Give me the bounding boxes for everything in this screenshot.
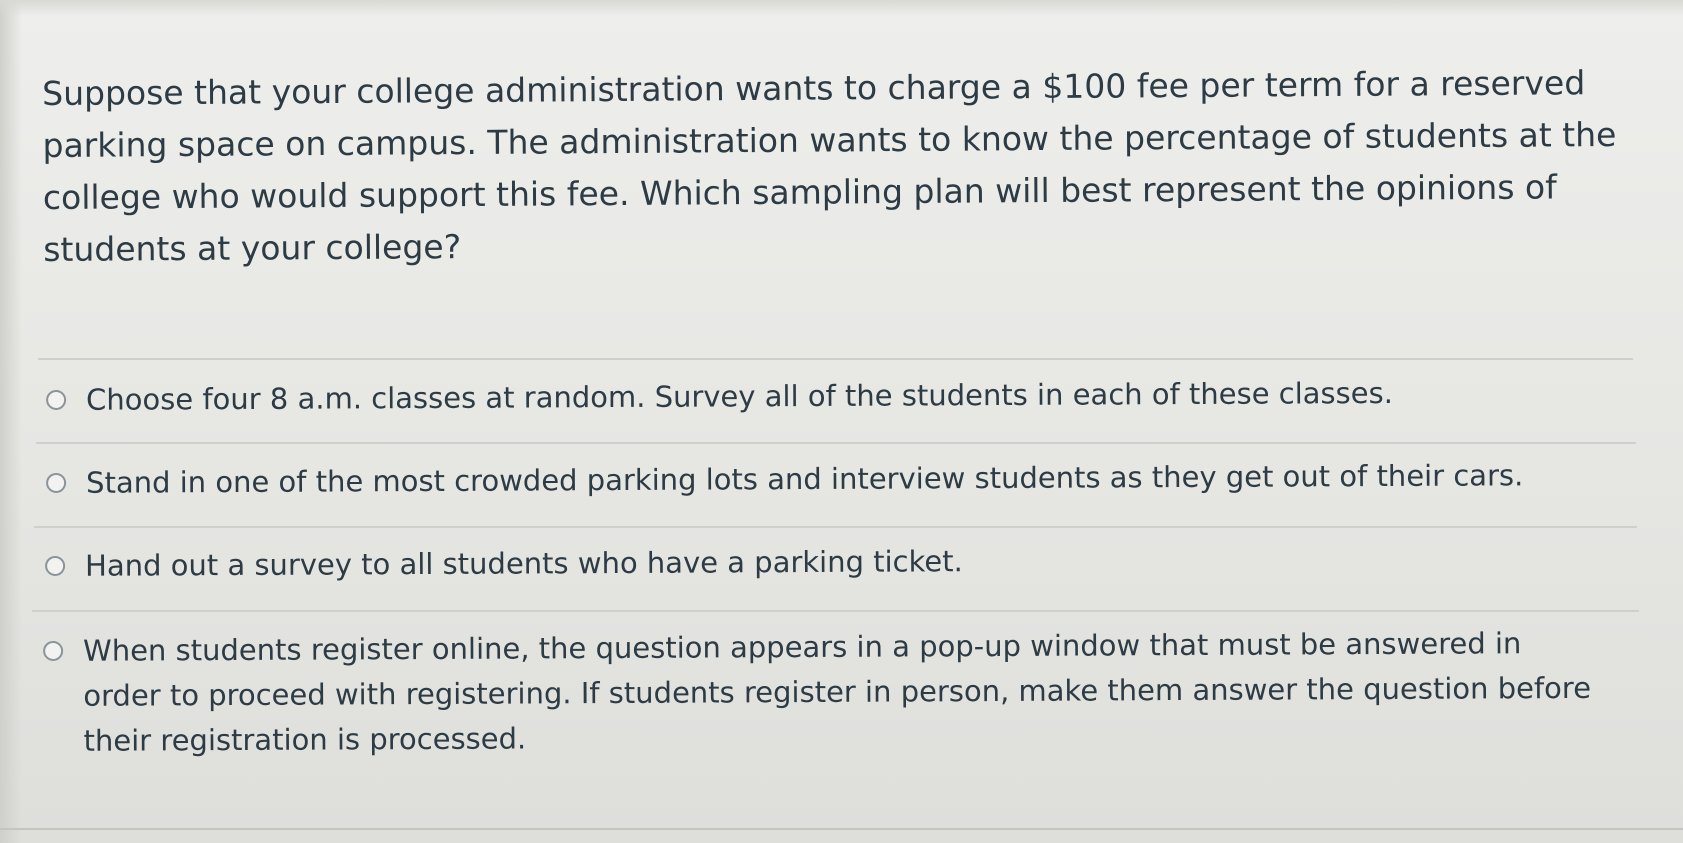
answer-option-3[interactable]	[45, 536, 1605, 589]
divider	[32, 610, 1639, 612]
answer-label: Stand in one of the most crowded parking lots and interview students as they get out of their cars.	[86, 458, 1524, 500]
answer-option-2[interactable]	[46, 453, 1606, 506]
answer-option-1[interactable]	[46, 370, 1606, 423]
panel-shadow-top	[0, 0, 1683, 16]
radio-button[interactable]	[46, 473, 66, 493]
question-text: Suppose that your college administration wants to charge a $100 fee per term for a reserved parking space on campus. The administration wants to know the percentage of students at the college who would support this fee. Which sampling plan will best represent the opinions of students at your college?	[42, 63, 1617, 269]
radio-button[interactable]	[46, 390, 66, 410]
panel-bottom-border	[0, 828, 1683, 830]
answer-label: Hand out a survey to all students who have a parking ticket.	[85, 544, 963, 583]
answer-label: Choose four 8 a.m. classes at random. Survey all of the students in each of these classes.	[86, 375, 1393, 417]
panel-shadow-left	[0, 0, 22, 843]
divider	[34, 526, 1637, 528]
radio-button[interactable]	[43, 641, 63, 661]
answer-option-4[interactable]	[43, 621, 1604, 764]
answer-label: When students register online, the question appears in a pop-up window that must be answered in order to proceed with registering. If students register in person, make them answer the question before their registration is processed.	[83, 626, 1592, 758]
divider	[38, 358, 1633, 360]
divider	[36, 442, 1636, 444]
radio-button[interactable]	[45, 556, 65, 576]
